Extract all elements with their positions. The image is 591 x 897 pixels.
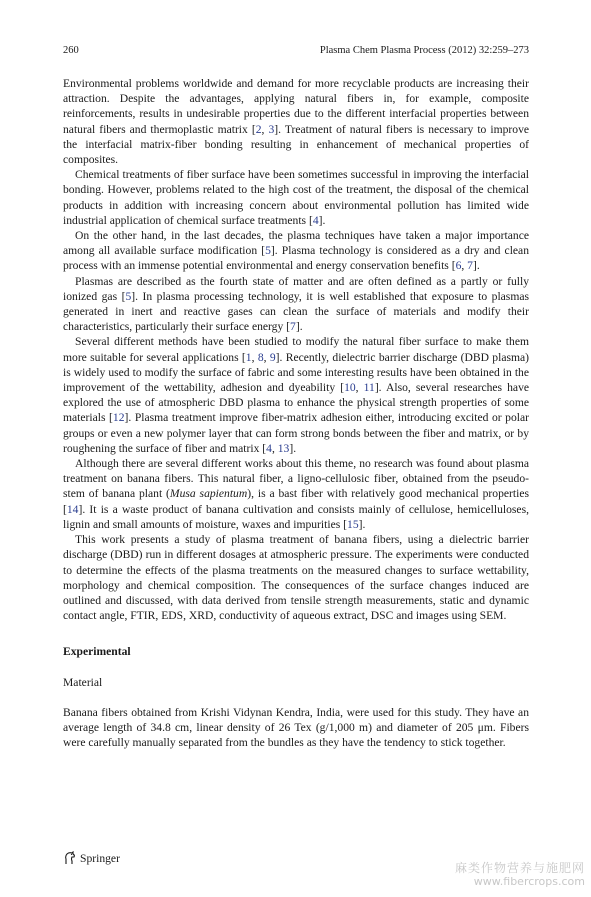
reference-link[interactable]: 14	[66, 502, 79, 516]
reference-link[interactable]: 6	[455, 259, 462, 273]
body-paragraph: This work presents a study of plasma treatment of banana fibers, using a dielectric barrier discharge (DBD) run in different dosages at atmospheric pressure. The experiments were conducted to determine the effects of the plasma treatments on the measured changes to surface wettability, morphology and chemical composition. The consequences of the surface changes induced are outlined and discussed, with data derived from tensile strength measurements, static and dynamic contact angle, FTIR, EDS, XRD, conductivity of aqueous extract, DSC and images using SEM.	[63, 533, 529, 623]
reference-link[interactable]: 4	[266, 441, 272, 455]
body-paragraph: On the other hand, in the last decades, the plasma techniques have taken a major importance among all available surface modification [5]. Plasma technology is considered as a dry and clean process with an immense potential environmental and energy conservation benefits [6, 7].	[63, 229, 530, 273]
watermark-url: www.fibercrops.com	[473, 875, 585, 888]
reference-link[interactable]: 2	[255, 122, 262, 136]
reference-link[interactable]: 11	[363, 381, 375, 395]
journal-citation: Plasma Chem Plasma Process (2012) 32:259–273	[319, 45, 529, 56]
reference-link[interactable]: 10	[344, 381, 356, 395]
reference-link[interactable]: 4	[312, 213, 319, 227]
material-paragraph: Banana fibers obtained from Krishi Vidynan Kendra, India, were used for this study. They have an average length of 34.8 cm, linear density of 26 Tex (g/1,000 m) and diameter of 205 μm. Fibers were carefully manually separated from the bundles as they have the tendency to stick together.	[63, 705, 529, 750]
body-paragraph: Environmental problems worldwide and demand for more recyclable products are increasing their attraction. Despite the advantages, applying natural fibers in, for example, composite reinforcements, results in undesirable properties due to the different interfacial properties between natural fibers and thermoplastic matrix [2, 3]. Treatment of natural fibers is necessary to improve the interfacial matrix-fiber bonding resulting in enhancement of mechanical properties of composites.	[63, 77, 530, 167]
reference-link[interactable]: 5	[265, 244, 271, 258]
body-paragraph: Although there are several different works about this theme, no research was found about plasma treatment on banana fibers. This natural fiber, a ligno-cellulosic fiber, obtained from the pseudo-stem of banana plant (Musa sapientum), is a bast fiber with relatively good mechanical properties [14]. It is a waste product of banana cultivation and consists mainly of cellulose, hemicelluloses, lignin and small amounts of moisture, waxes and impurities [15].	[63, 457, 529, 531]
publisher-name: Springer	[80, 851, 120, 865]
body-paragraph: Several different methods have been studied to modify the natural fiber surface to make them more suitable for several applications [1, 8, 9]. Recently, dielectric barrier discharge (DBD plasma) is widely used to modify the surface of fabric and some interesting results have been obtained in the improvement of the wettability, adhesion and dyeability [10, 11]. Also, several researches have explored the use of atmospheric DBD plasma to enhance the physical strength properties of some materials [12]. Plasma treatment improve fiber-matrix adhesion either, introducing excited or polar groups or even a new polymer layer that can form strong bonds between the fiber and matrix, or by roughening the surface of fiber and matrix [4, 13].	[63, 335, 530, 455]
reference-link[interactable]: 8	[257, 350, 264, 364]
page-number: 260	[63, 45, 79, 56]
article-body	[63, 76, 529, 750]
species-name: Musa sapientum	[169, 487, 248, 501]
material-section	[63, 705, 529, 751]
reference-link[interactable]: 13	[277, 441, 290, 455]
watermark	[455, 862, 585, 888]
springer-horse-icon	[63, 851, 76, 865]
watermark-title: 麻类作物营养与施肥网	[454, 861, 585, 875]
subsection-heading: Material	[63, 675, 103, 689]
introduction-paragraphs	[63, 76, 529, 623]
reference-link[interactable]: 15	[347, 517, 359, 531]
reference-link[interactable]: 1	[245, 350, 252, 364]
reference-link[interactable]: 7	[290, 320, 296, 334]
reference-link[interactable]: 7	[467, 259, 473, 273]
reference-link[interactable]: 9	[269, 350, 276, 364]
section-heading: Experimental	[63, 645, 131, 659]
reference-link[interactable]: 5	[125, 289, 132, 303]
body-paragraph: Chemical treatments of fiber surface have been sometimes successful in improving the interfacial bonding. However, problems related to the high cost of the treatment, the disposal of the chemical products in addition with increasing concern about environmental pollution has limited wide industrial application of chemical surface treatments [4].	[63, 168, 529, 227]
reference-link[interactable]: 3	[268, 122, 275, 136]
body-paragraph: Plasmas are described as the fourth state of matter and are often defined as a partly or fully ionized gas [5]. In plasma processing technology, it is well established that exposure to plasmas generated in inert and reactive gases can clean the surface of materials and modify their characteristics, particularly their surface energy [7].	[63, 274, 529, 334]
reference-link[interactable]: 12	[112, 411, 125, 425]
footer	[63, 851, 120, 865]
